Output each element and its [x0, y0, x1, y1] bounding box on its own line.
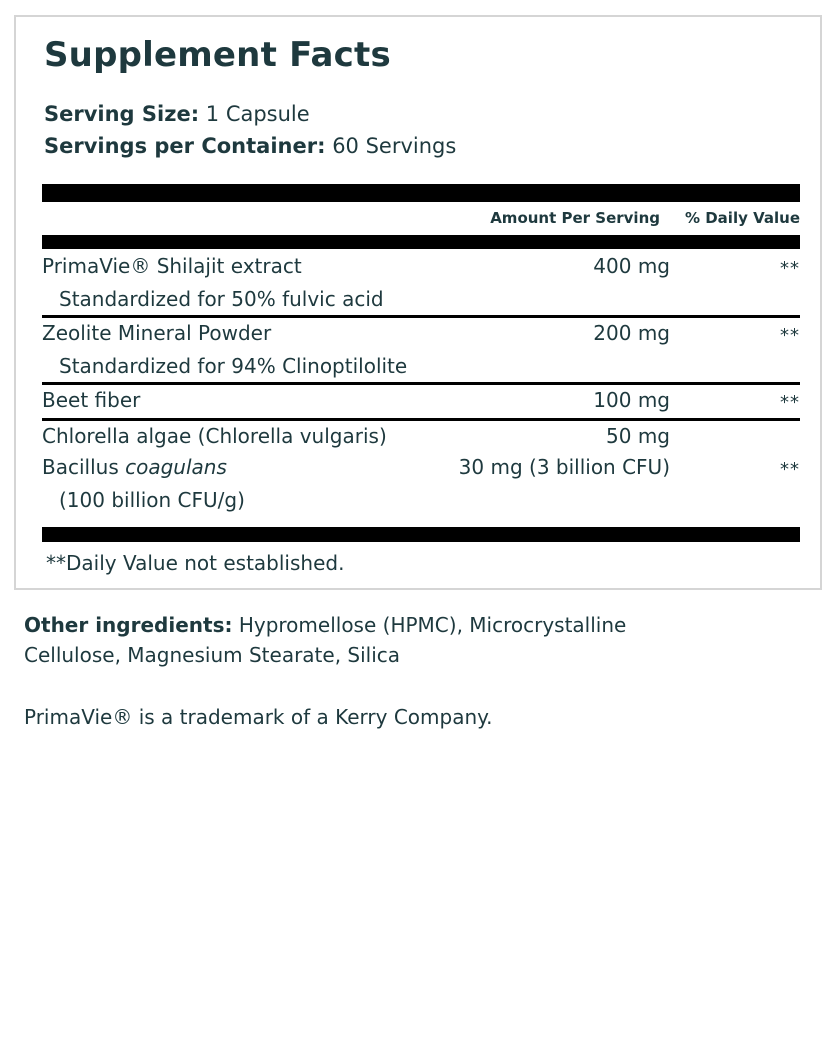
footnote-bar	[42, 527, 800, 542]
ingredient-subtext: (100 billion CFU/g)	[59, 487, 245, 512]
table-row	[42, 421, 800, 452]
ingredient-daily-value	[670, 421, 800, 423]
ingredient-daily-value: **	[780, 324, 800, 346]
table-row	[42, 318, 800, 382]
other-ingredients-value: Hypromellose (HPMC), Microcrystalline Cellulose, Magnesium Stearate, Silica	[24, 612, 627, 667]
ingredient-amount: 200 mg	[593, 320, 670, 345]
ingredient-name: PrimaVie® Shilajit extract	[42, 253, 302, 278]
serving-size-value: 1 Capsule	[205, 101, 310, 126]
ingredient-daily-value: **	[780, 458, 800, 480]
panel-title: Supplement Facts	[44, 35, 391, 75]
other-ingredients	[24, 610, 680, 670]
serving-size-line	[44, 98, 800, 130]
ingredient-amount: 400 mg	[593, 253, 670, 278]
header-bar-bottom	[42, 235, 800, 249]
daily-value-column-header: % Daily Value	[684, 208, 800, 227]
facts-rows	[42, 249, 800, 516]
ingredient-subtext: Standardized for 94% Clinoptilolite	[59, 353, 408, 378]
supplement-facts-panel	[14, 15, 822, 590]
table-row	[42, 251, 800, 315]
servings-per-container-value: 60 Servings	[332, 133, 457, 158]
trademark-note: PrimaVie® is a trademark of a Kerry Company.	[24, 704, 493, 729]
amount-column-header: Amount Per Serving	[490, 208, 660, 227]
daily-value-footnote: **Daily Value not established.	[46, 550, 345, 575]
ingredient-amount: 100 mg	[593, 387, 670, 412]
ingredient-amount: 50 mg	[606, 423, 670, 448]
servings-per-container-line	[44, 130, 800, 162]
ingredient-name: Chlorella algae (Chlorella vulgaris)	[42, 423, 387, 448]
serving-size-label: Serving Size:	[44, 101, 200, 126]
table-row	[42, 385, 800, 418]
ingredient-name: Zeolite Mineral Powder	[42, 320, 272, 345]
header-bar-top	[42, 184, 800, 202]
ingredient-daily-value: **	[780, 257, 800, 279]
servings-per-container-label: Servings per Container:	[44, 133, 326, 158]
column-header-row	[42, 202, 800, 235]
ingredient-daily-value: **	[780, 391, 800, 413]
other-ingredients-label: Other ingredients:	[24, 612, 233, 637]
ingredient-amount: 30 mg (3 billion CFU)	[458, 454, 670, 479]
table-row	[42, 452, 800, 516]
ingredient-name: Bacillus coagulans	[42, 454, 227, 479]
ingredient-name: Beet fiber	[42, 387, 141, 412]
ingredient-subtext: Standardized for 50% fulvic acid	[59, 286, 384, 311]
